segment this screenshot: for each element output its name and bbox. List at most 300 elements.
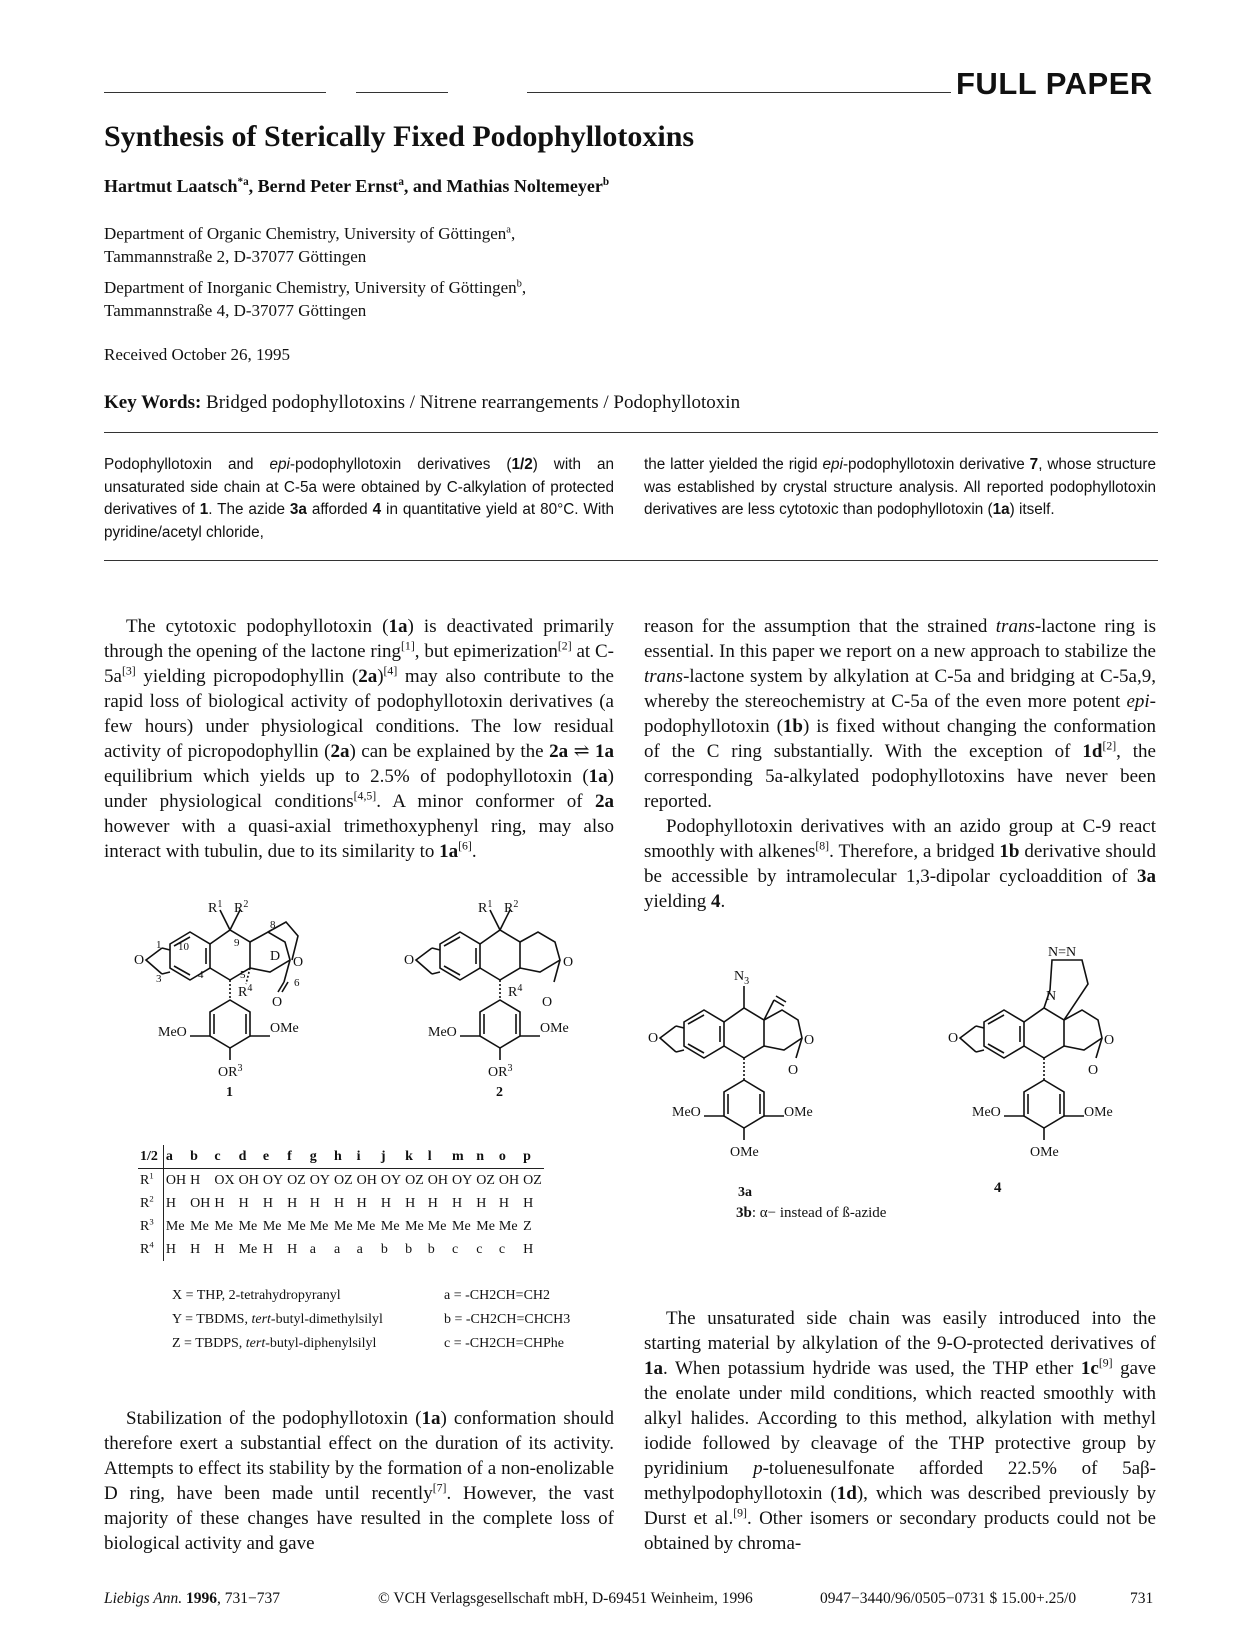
affiliation-line: Department of Inorganic Chemistry, University of Göttingen <box>104 278 517 297</box>
table-cell: H <box>380 1195 391 1211</box>
row-label-sup: 2 <box>149 1192 154 1203</box>
citation: [2] <box>1102 739 1117 753</box>
label-azide <box>734 969 749 987</box>
table-row <box>138 1215 544 1238</box>
legend-italic: tert <box>245 1336 266 1351</box>
figure-structures-3a-4 <box>648 940 1158 1200</box>
label-sub: 1 <box>217 899 223 910</box>
label-triazoline: N=N <box>1048 945 1077 960</box>
affiliation-address: Tammannstraße 4, D-37077 Göttingen <box>104 301 367 320</box>
affiliation-tail: , <box>510 224 516 243</box>
label-sub: 3 <box>507 1063 513 1074</box>
row-label-text: R <box>140 1195 150 1211</box>
table-row <box>138 1238 544 1261</box>
label-atom-5: 5 <box>240 969 246 981</box>
label-r1 <box>478 899 492 916</box>
table-header-cell: 1/2 <box>138 1145 163 1169</box>
text: , but epimerization <box>414 641 558 662</box>
compound-ref: 1a <box>421 1408 441 1429</box>
text: Stabilization of the podophyllotoxin ( <box>126 1408 422 1429</box>
table-cell: H <box>262 1241 273 1257</box>
table-cell: OY <box>309 1172 330 1188</box>
label-o: O <box>293 955 304 970</box>
header-rule-2 <box>356 92 448 93</box>
label-ome: OMe <box>540 1021 569 1036</box>
label-sub: 4 <box>247 983 253 994</box>
compound-ref: 1a <box>588 766 608 787</box>
structure-3a <box>648 969 814 1200</box>
label-r4 <box>508 983 522 1000</box>
compound-ref: 1a <box>644 1358 663 1379</box>
text: -podophyllotoxin ( <box>644 691 1156 737</box>
text: . However, the vast majority of these changes have resulted in the complete loss of biological activity and gave <box>104 1483 614 1554</box>
label-o: O <box>404 953 415 968</box>
table-cell: Me <box>333 1218 353 1234</box>
table-header-cell: e <box>261 1145 285 1169</box>
table-cell: H <box>476 1195 487 1211</box>
compound-ref: 4 <box>711 891 721 912</box>
substituent-table <box>138 1145 544 1261</box>
table-cell: OZ <box>405 1172 424 1188</box>
label-atom-4: 4 <box>198 969 204 981</box>
text: yielding <box>644 891 712 912</box>
structure-2 <box>404 899 573 1100</box>
label-ome: OMe <box>1030 1145 1059 1160</box>
table-cell: OH <box>190 1195 211 1211</box>
compound-ref: 3a <box>289 501 307 518</box>
compound-ref: 1c <box>1080 1358 1099 1379</box>
header-rule-1 <box>104 92 326 93</box>
abstract-text: ) with an unsaturated side chain at C-5a were obtained by C-alkylation of protected derivatives of <box>104 456 614 518</box>
compound-ref: 1a <box>439 841 459 862</box>
label: R <box>208 901 218 916</box>
row-label <box>138 1169 163 1193</box>
table-cell: a <box>356 1241 363 1257</box>
label-sub: 1 <box>487 899 493 910</box>
table-header-cell: m <box>450 1145 474 1169</box>
header-rule-3 <box>527 92 951 93</box>
table-cell: OY <box>380 1172 402 1188</box>
row-label-sup: 3 <box>149 1215 154 1226</box>
legend-item <box>172 1284 383 1308</box>
footer-code: 0947−3440/96/0505−0731 $ 15.00+.25/0 <box>820 1590 1077 1607</box>
table-cell: Me <box>287 1218 306 1234</box>
compound-ref: 2a <box>330 741 350 762</box>
legend-text: -butyl-dimethylsilyl <box>270 1312 383 1327</box>
label-atom-3: 3 <box>156 973 162 985</box>
label-sub: 2 <box>243 899 249 910</box>
label: R <box>478 901 488 916</box>
label-ome: OMe <box>1084 1105 1113 1120</box>
legend-item: a = -CH2CH=CH2 <box>444 1288 551 1303</box>
text: ) is deactivated primarily through the opening of the lactone ring <box>104 616 614 662</box>
label-ome: OMe <box>784 1105 813 1120</box>
citation: [4,5] <box>353 789 377 803</box>
table-header-cell: d <box>237 1145 261 1169</box>
text: reason for the assumption that the strained <box>644 616 996 637</box>
table-cell: Z <box>523 1218 532 1234</box>
paragraph <box>644 814 1156 914</box>
table-header-cell: f <box>285 1145 308 1169</box>
table-cell: a <box>333 1241 341 1257</box>
table-cell: H <box>523 1195 534 1211</box>
text: ) can be explained by the <box>349 741 550 762</box>
legend-item <box>172 1308 383 1332</box>
label-o: O <box>1104 1033 1115 1048</box>
table-header-cell: p <box>521 1145 544 1169</box>
abstract-text: the latter yielded the rigid <box>644 456 823 473</box>
table-cell: H <box>333 1195 345 1211</box>
author-name: Hartmut Laatsch <box>104 176 238 196</box>
table-cell: c <box>498 1241 506 1257</box>
compound-ref: 2a <box>549 741 569 762</box>
table-cell: b <box>380 1241 388 1257</box>
compound-ref: 7 <box>1029 456 1039 473</box>
citation: [2] <box>557 639 572 653</box>
text: . Other isomers or secondary products could not be obtained by chroma- <box>644 1508 1156 1554</box>
table-header-cell: g <box>308 1145 332 1169</box>
label: OR <box>488 1065 508 1080</box>
label-atom-6: 6 <box>294 977 300 989</box>
paragraph <box>644 614 1156 814</box>
abstract-italic: epi <box>822 456 843 473</box>
row-label <box>138 1238 163 1261</box>
row-label-text: R <box>140 1218 150 1234</box>
compound-ref: 1/2 <box>511 456 533 473</box>
journal-year: 1996 <box>185 1590 217 1607</box>
text: Podophyllotoxin derivatives with an azido group at C-9 react smoothly with alkenes <box>644 816 1156 862</box>
text: ) <box>377 666 384 687</box>
keywords-text: Bridged podophyllotoxins / Nitrene rearrangements / Podophyllotoxin <box>206 392 741 413</box>
label-meo: MeO <box>428 1025 457 1040</box>
legend-text: Z = TBDPS, <box>172 1336 246 1351</box>
label-ome: OMe <box>730 1145 759 1160</box>
compound-ref: 1a <box>388 616 408 637</box>
table-header-row <box>138 1145 544 1169</box>
row-label-text: R <box>140 1241 150 1257</box>
table-header-cell: k <box>403 1145 426 1169</box>
table-cell: c <box>476 1241 483 1257</box>
compound-ref: 3b <box>736 1205 752 1221</box>
body-right-top <box>644 614 1156 914</box>
text: at C-5a <box>104 641 614 687</box>
table-cell: OZ <box>333 1172 353 1188</box>
affiliation-tail: , <box>521 278 527 297</box>
label-sub: 3 <box>744 976 750 987</box>
label: N <box>734 969 745 984</box>
abstract-text: afforded <box>306 501 373 518</box>
abstract-text: . The azide <box>208 501 290 518</box>
text: ) conformation should therefore exert a substantial effect on the duration of its activity. Attempts to effect its stability by the formation of a non-enolizable D ring, have been made until recently <box>104 1408 614 1504</box>
equilibrium-arrow: ⇌ <box>568 741 596 762</box>
text: The unsaturated side chain was easily introduced into the starting material by alkylation of the 9-O-protected derivatives of <box>644 1308 1156 1354</box>
citation: [4] <box>383 664 398 678</box>
table-cell: b <box>405 1241 413 1257</box>
row-label-sup: 4 <box>149 1238 154 1249</box>
compound-ref: 1b <box>782 716 803 737</box>
text: ) under physiological conditions <box>104 766 614 812</box>
table-cell: Me <box>309 1218 329 1234</box>
label-meo: MeO <box>158 1025 187 1040</box>
abstract-rule-top <box>104 432 1158 433</box>
row-label-text: R <box>140 1172 150 1188</box>
citation: [3] <box>121 664 136 678</box>
table-cell: H <box>287 1241 298 1257</box>
running-head: FULL PAPER <box>956 66 1153 101</box>
journal-pages: , 731−737 <box>216 1590 280 1607</box>
table-cell: OZ <box>476 1172 495 1188</box>
compound-ref: 3a <box>1137 866 1156 887</box>
label-or3 <box>218 1063 242 1080</box>
label-atom-10: 10 <box>178 941 189 953</box>
label-ome: OMe <box>270 1021 299 1036</box>
text: may also contribute to the rapid loss of biological activity of podophyllotoxin derivatives (a few hours) under physiological conditions. The low residual activity of picropodophyllin ( <box>104 666 614 762</box>
table-cell: H <box>452 1195 463 1211</box>
table-cell: H <box>309 1195 320 1211</box>
figure-structures-1-2 <box>110 900 630 1150</box>
author-name: Bernd Peter Ernst <box>257 176 399 196</box>
table-cell: a <box>309 1241 316 1257</box>
citation: [9] <box>733 1506 747 1520</box>
compound-ref: 1a <box>595 741 615 762</box>
table-cell: OZ <box>523 1172 542 1188</box>
author-name: Mathias Noltemeyer <box>446 176 603 196</box>
label: R <box>504 901 514 916</box>
compound-ref: 1d <box>836 1483 857 1504</box>
citation: [1] <box>401 639 415 653</box>
table-cell: H <box>214 1241 225 1257</box>
abstract-text: Podophyllotoxin and <box>104 456 270 473</box>
label-n: N <box>1046 989 1057 1004</box>
label-atom-9: 9 <box>234 937 240 949</box>
compound-ref: 1d <box>1082 741 1103 762</box>
abstract-text: ) itself. <box>1009 501 1055 518</box>
paper-title: Synthesis of Sterically Fixed Podophyllotoxins <box>104 120 695 153</box>
note-text: : α− instead of ß-azide <box>751 1205 887 1221</box>
table-cell: Me <box>238 1218 258 1234</box>
legend-text: -butyl-diphenylsilyl <box>265 1336 377 1351</box>
abstract-left <box>104 454 614 544</box>
label-r1 <box>208 899 222 916</box>
label-o: O <box>134 953 145 968</box>
table-cell: H <box>165 1195 177 1211</box>
table-cell: OH <box>165 1172 187 1188</box>
table-header-cell: n <box>474 1145 497 1169</box>
affiliation-mark: a <box>506 224 511 236</box>
label-o: O <box>272 995 283 1010</box>
affiliation-mark: b <box>516 278 522 290</box>
table-cell: OY <box>262 1172 284 1188</box>
affiliation <box>104 276 526 322</box>
italic-text: trans <box>995 616 1035 637</box>
received-date: Received October 26, 1995 <box>104 345 290 364</box>
page-number: 731 <box>1130 1590 1154 1607</box>
table-cell: OY <box>452 1172 473 1188</box>
keywords <box>104 392 740 414</box>
abstract-right <box>644 454 1156 522</box>
legend-item: c = -CH2CH=CHPhe <box>444 1336 565 1351</box>
label-r2 <box>504 899 518 916</box>
footer-journal <box>104 1590 280 1608</box>
compound-label: 2 <box>496 1085 503 1100</box>
table-header-cell: c <box>212 1145 236 1169</box>
table-cell: H <box>287 1195 298 1211</box>
compound-ref: 1 <box>199 501 209 518</box>
substituent-legend-right <box>444 1284 570 1356</box>
text: ), which was described previously by Durst et al. <box>644 1483 1156 1529</box>
table-header-cell: h <box>332 1145 355 1169</box>
text: derivative should be accessible by intramolecular 1,3-dipolar cycloaddition of <box>644 841 1157 887</box>
text: . Therefore, a bridged <box>829 841 1000 862</box>
text: however with a quasi-axial trimethoxyphenyl ring, may also interact with tubulin, due to its similarity to <box>104 816 614 862</box>
table-header-cell: l <box>426 1145 450 1169</box>
label: R <box>234 901 244 916</box>
table-cell: OH <box>356 1172 377 1188</box>
table-cell: H <box>405 1195 416 1211</box>
label-sub: 2 <box>513 899 519 910</box>
text: . When potassium hydride was used, the THP ether <box>663 1358 1081 1379</box>
table-header-cell: a <box>163 1145 188 1169</box>
compound-ref: 1a <box>992 501 1010 518</box>
label-atom-1: 1 <box>156 939 162 951</box>
table-cell: OH <box>498 1172 520 1188</box>
label-o: O <box>563 955 574 970</box>
label-o: O <box>948 1031 959 1046</box>
citation: [7] <box>432 1481 447 1495</box>
label: R <box>238 985 248 1000</box>
table-cell: H <box>165 1241 177 1257</box>
text: The cytotoxic podophyllotoxin ( <box>126 616 389 637</box>
author-separator: , and <box>403 176 447 196</box>
citation: [9] <box>1098 1356 1113 1370</box>
compound-label: 1 <box>226 1085 233 1100</box>
text: yielding picropodophyllin ( <box>135 666 359 687</box>
compound-ref: 2a <box>595 791 614 812</box>
table-cell: Me <box>262 1218 282 1234</box>
abstract-rule-bottom <box>104 560 1158 561</box>
legend-text: Y = TBDMS, <box>172 1312 252 1327</box>
compound-ref: 2a <box>358 666 378 687</box>
table-cell: Me <box>427 1218 447 1234</box>
structure-4 <box>948 945 1114 1160</box>
table-cell: H <box>214 1195 225 1211</box>
label-o: O <box>788 1063 799 1078</box>
table-cell: Me <box>214 1218 234 1234</box>
table-cell: Me <box>498 1218 518 1234</box>
text: , the corresponding 5a-alkylated podophyllotoxins have never been reported. <box>644 741 1156 812</box>
text: -toluenesulfonate afforded 22.5% of 5aβ-methylpodophyllotoxin ( <box>644 1458 1156 1504</box>
italic-text: trans <box>644 666 684 687</box>
label-or3 <box>488 1063 512 1080</box>
label-r4 <box>238 983 252 1000</box>
compound-note <box>736 1205 886 1222</box>
label-sub: 3 <box>237 1063 243 1074</box>
label-meo: MeO <box>672 1105 701 1120</box>
affiliation <box>104 222 515 268</box>
text: ) is fixed without changing the conformation of the C ring substantially. With the exception of <box>644 716 1157 762</box>
table-header-cell: b <box>188 1145 212 1169</box>
author-mark: *a <box>237 176 249 188</box>
row-label-sup: 1 <box>149 1169 154 1180</box>
abstract-text: , whose structure was established by crystal structure analysis. All reported podophyllotoxin derivatives are less cytotoxic than podophyllotoxin ( <box>644 456 1157 518</box>
table-cell: H <box>190 1241 201 1257</box>
text: . A minor conformer of <box>376 791 595 812</box>
label-o: O <box>648 1031 659 1046</box>
paragraph <box>104 614 614 864</box>
table-cell: OX <box>214 1172 235 1188</box>
italic-text: p <box>753 1458 763 1479</box>
table-cell: H <box>238 1195 249 1211</box>
table-cell: Me <box>190 1218 209 1234</box>
label-o: O <box>542 995 553 1010</box>
table-cell: Me <box>165 1218 185 1234</box>
body-right-bottom <box>644 1306 1156 1556</box>
substituent-legend-left <box>172 1284 383 1356</box>
compound-label: 3a <box>738 1185 752 1200</box>
abstract-text: -podophyllotoxin derivatives ( <box>289 456 512 473</box>
journal-name: Liebigs Ann. <box>104 1590 183 1607</box>
label-meo: MeO <box>972 1105 1001 1120</box>
table-cell: Me <box>380 1218 400 1234</box>
abstract-italic: epi <box>269 456 290 473</box>
label: OR <box>218 1065 238 1080</box>
table-cell: Me <box>452 1218 471 1234</box>
abstract-text: -podophyllotoxin derivative <box>842 456 1030 473</box>
table-header-cell: j <box>379 1145 403 1169</box>
table-cell: c <box>452 1241 459 1257</box>
table-cell: OH <box>238 1172 259 1188</box>
author-separator: , <box>248 176 258 196</box>
text: -lactone ring is essential. In this paper we report on a new approach to stabilize the <box>644 616 1156 662</box>
affiliation-address: Tammannstraße 2, D-37077 Göttingen <box>104 247 367 266</box>
text: . <box>720 891 726 912</box>
table-cell: Me <box>405 1218 424 1234</box>
keywords-label: Key Words: <box>104 392 202 413</box>
table-cell: H <box>498 1195 510 1211</box>
text: equilibrium which yields up to 2.5% of podophyllotoxin ( <box>104 766 589 787</box>
table-cell: H <box>262 1195 273 1211</box>
table-cell: H <box>523 1241 534 1257</box>
table-cell: H <box>190 1172 201 1188</box>
table-cell: b <box>427 1241 435 1257</box>
paragraph <box>644 1306 1156 1556</box>
author-list <box>104 176 609 197</box>
table-cell: H <box>356 1195 367 1211</box>
body-left-top <box>104 614 614 864</box>
table-cell: H <box>427 1195 438 1211</box>
label-r2 <box>234 899 248 916</box>
text: -lactone system by alkylation at C-5a and bridging at C-5a,9, whereby the stereochemistry at C-5a of the even more potent <box>644 666 1156 712</box>
citation: [6] <box>458 839 472 853</box>
body-left-bottom <box>104 1406 614 1556</box>
legend-item <box>172 1332 383 1356</box>
text: . <box>471 841 477 862</box>
table-header-cell: i <box>355 1145 379 1169</box>
table-cell: OZ <box>287 1172 306 1188</box>
label: R <box>508 985 518 1000</box>
compound-label-4: 4 <box>994 1180 1002 1196</box>
label-sub: 4 <box>517 983 523 994</box>
abstract-text: in quantitative yield at 80°C. With pyridine/acetyl chloride, <box>104 501 615 541</box>
author-mark: b <box>602 176 610 188</box>
table-row <box>138 1192 544 1215</box>
row-label <box>138 1215 163 1238</box>
footer-publisher: © VCH Verlagsgesellschaft mbH, D-69451 Weinheim, 1996 <box>378 1590 753 1607</box>
label-atom-8: 8 <box>270 919 276 931</box>
table-cell: Me <box>356 1218 376 1234</box>
author-mark: a <box>398 176 404 188</box>
citation: [8] <box>815 839 830 853</box>
